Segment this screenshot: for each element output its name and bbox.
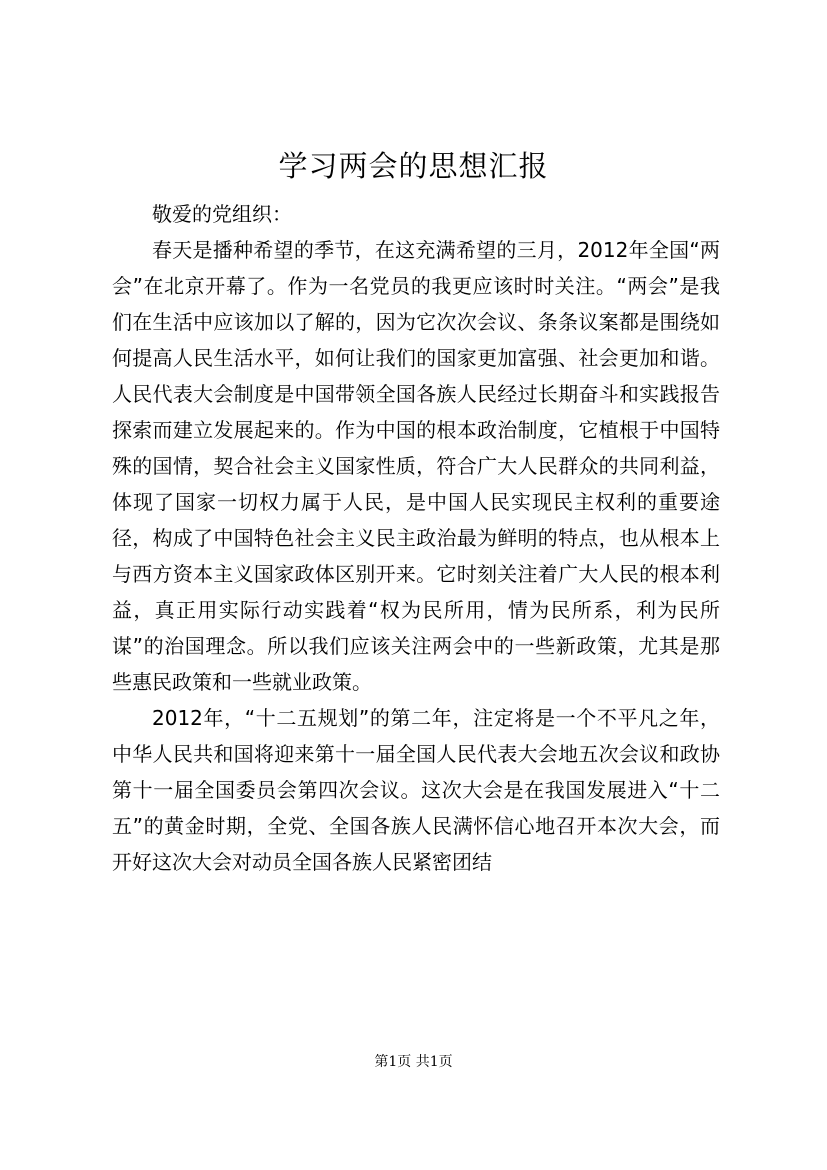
paragraph-2: 2012年，“十二五规划”的第二年，注定将是一个不平凡之年，中华人民共和国将迎来第十一届全国人民代表大会地五次会议和政协第十一届全国委员会第四次会议。这次大会是在我国发展进入“十二五”的黄金时期，全党、全国各族人民满怀信心地召开本次大会，而开好这次大会对动员全国各族人民紧密团结	[112, 706, 720, 874]
page-footer: 第1页 共1页	[374, 1054, 453, 1070]
salutation: 敬爱的党组织：	[152, 202, 292, 226]
document-title: 学习两会的思想汇报	[278, 149, 549, 183]
document-body	[112, 196, 720, 880]
paragraph-1: 春天是播种希望的季节，在这充满希望的三月，2012年全国“两会”在北京开幕了。作为一名党员的我更应该时时关注。“两会”是我们在生活中应该加以了解的，因为它次次会议、条条议案都是围绕如何提高人民生活水平，如何让我们的国家更加富强、社会更加和谐。人民代表大会制度是中国带领全国各族人民经过长期奋斗和实践报告探索而建立发展起来的。作为中国的根本政治制度，它植根于中国特殊的国情，契合社会主义国家性质，符合广大人民群众的共同利益，体现了国家一切权力属于人民，是中国人民实现民主权利的重要途径，构成了中国特色社会主义民主政治最为鲜明的特点，也从根本上与西方资本主义国家政体区别开来。它时刻关注着广大人民的根本利益，真正用实际行动实践着“权为民所用，情为民所系，利为民所谋”的治国理念。所以我们应该关注两会中的一些新政策，尤其是那些惠民政策和一些就业政策。	[112, 238, 720, 694]
